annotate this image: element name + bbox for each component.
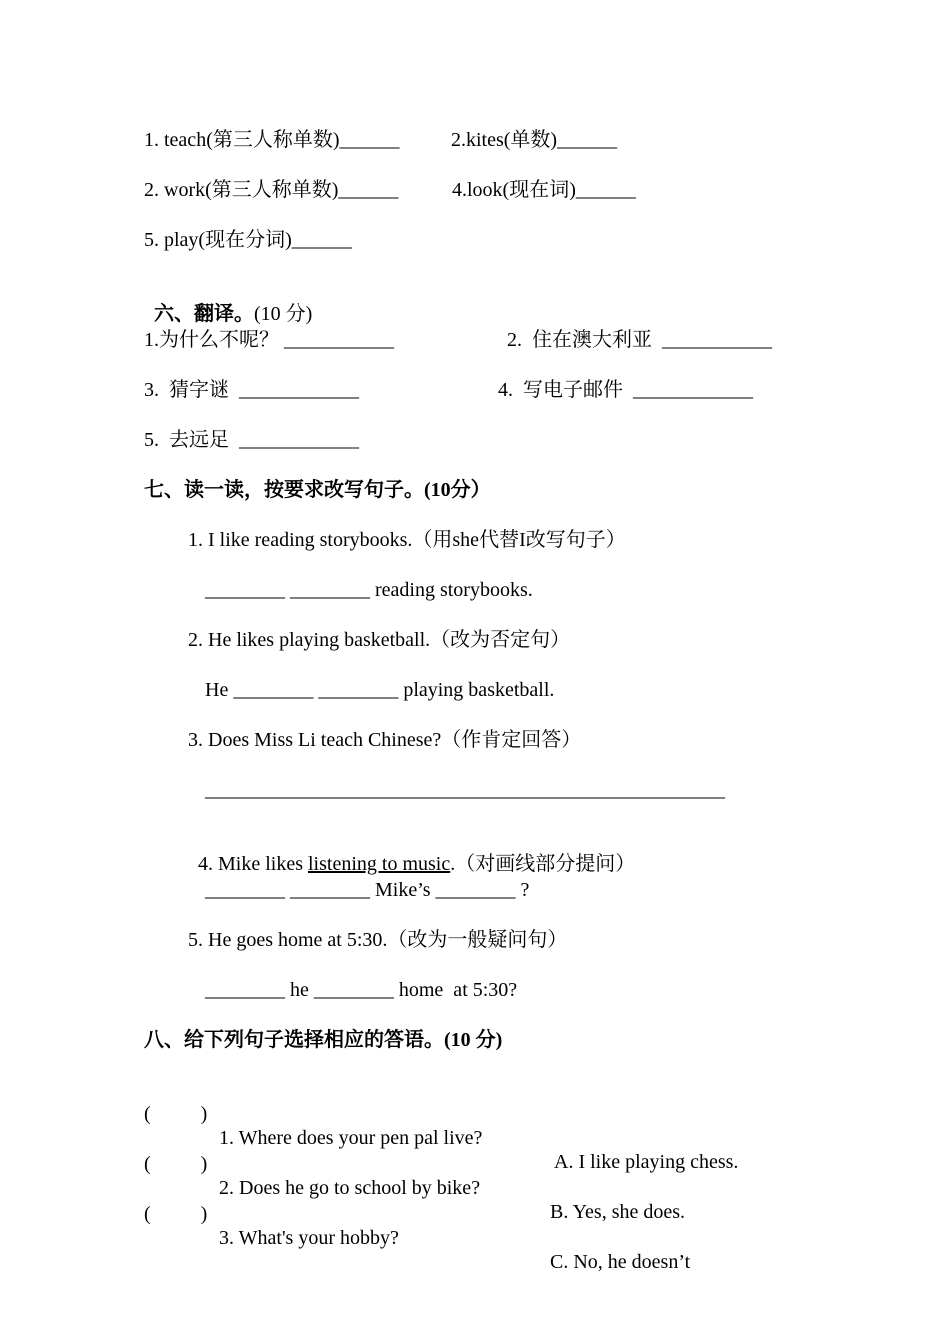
sec5-q4: 4.look(现在词)______ [452,179,636,201]
sec8-row3-question: 3. What's your hobby? [219,1227,399,1249]
sec7-heading: 七、读一读，按要求改写句子。(10分） [144,479,491,501]
sec7-item2-answer: He ________ ________ playing basketball. [205,679,555,701]
sec8-row2-question: 2. Does he go to school by bike? [219,1177,481,1199]
sec6-q5: 5. 去远足 ____________ [144,429,359,451]
sec5-q2: 2.kites(单数)______ [451,129,618,151]
sec7-item1-answer: ________ ________ reading storybooks. [205,579,533,601]
sec7-item5-question: 5. He goes home at 5:30.（改为一般疑问句） [188,929,568,951]
sec6-q1: 1.为什么不呢？ ___________ [144,329,394,351]
sec7-item4-post: .（对画线部分提问） [450,853,636,875]
sec5-q3: 2. work(第三人称单数)______ [144,179,399,201]
sec7-item4-pre: 4. Mike likes [198,853,308,875]
sec7-item1-question: 1. I like reading storybooks.（用she代替I改写句子） [188,529,626,551]
sec7-item2-question: 2. He likes playing basketball.（改为否定句） [188,629,571,651]
sec5-q1: 1. teach(第三人称单数)______ [144,129,400,151]
sec8-row2-paren: ( ) [144,1153,208,1175]
sec6-score: (10 分) [254,303,313,325]
sec7-item4-answer: ________ ________ Mike’s ________ ? [205,879,530,901]
sec6-heading-line [144,278,312,326]
sec6-q4: 4. 写电子邮件 ____________ [498,379,753,401]
sec7-item4-question [188,828,635,876]
sec7-item4-underlined: listening to music [308,853,451,875]
sec6-q3: 3. 猜字谜 ____________ [144,379,359,401]
sec7-item5-answer: ________ he ________ home at 5:30? [205,979,518,1001]
sec8-heading: 八、给下列句子选择相应的答语。(10 分) [144,1029,503,1051]
sec8-row-1 [144,1078,844,1173]
sec6-q2: 2. 住在澳大利亚 ___________ [507,329,772,351]
sec6-heading: 六、翻译。 [154,303,254,325]
sec8-row3-paren: ( ) [144,1203,208,1225]
sec7-item3-question: 3. Does Miss Li teach Chinese?（作肯定回答） [188,729,582,751]
sec8-row2-option: B. Yes, she does. [550,1201,686,1223]
sec5-q5: 5. play(现在分词)______ [144,229,352,251]
sec8-row1-paren: ( ) [144,1103,208,1125]
sec8-row1-option: A. I like playing chess. [554,1151,739,1173]
sec7-item3-answer-line: ____________________________________________________ [205,779,725,801]
sec8-row3-option: C. No, he doesn’t [550,1251,691,1273]
sec8-row1-question: 1. Where does your pen pal live? [219,1127,483,1149]
